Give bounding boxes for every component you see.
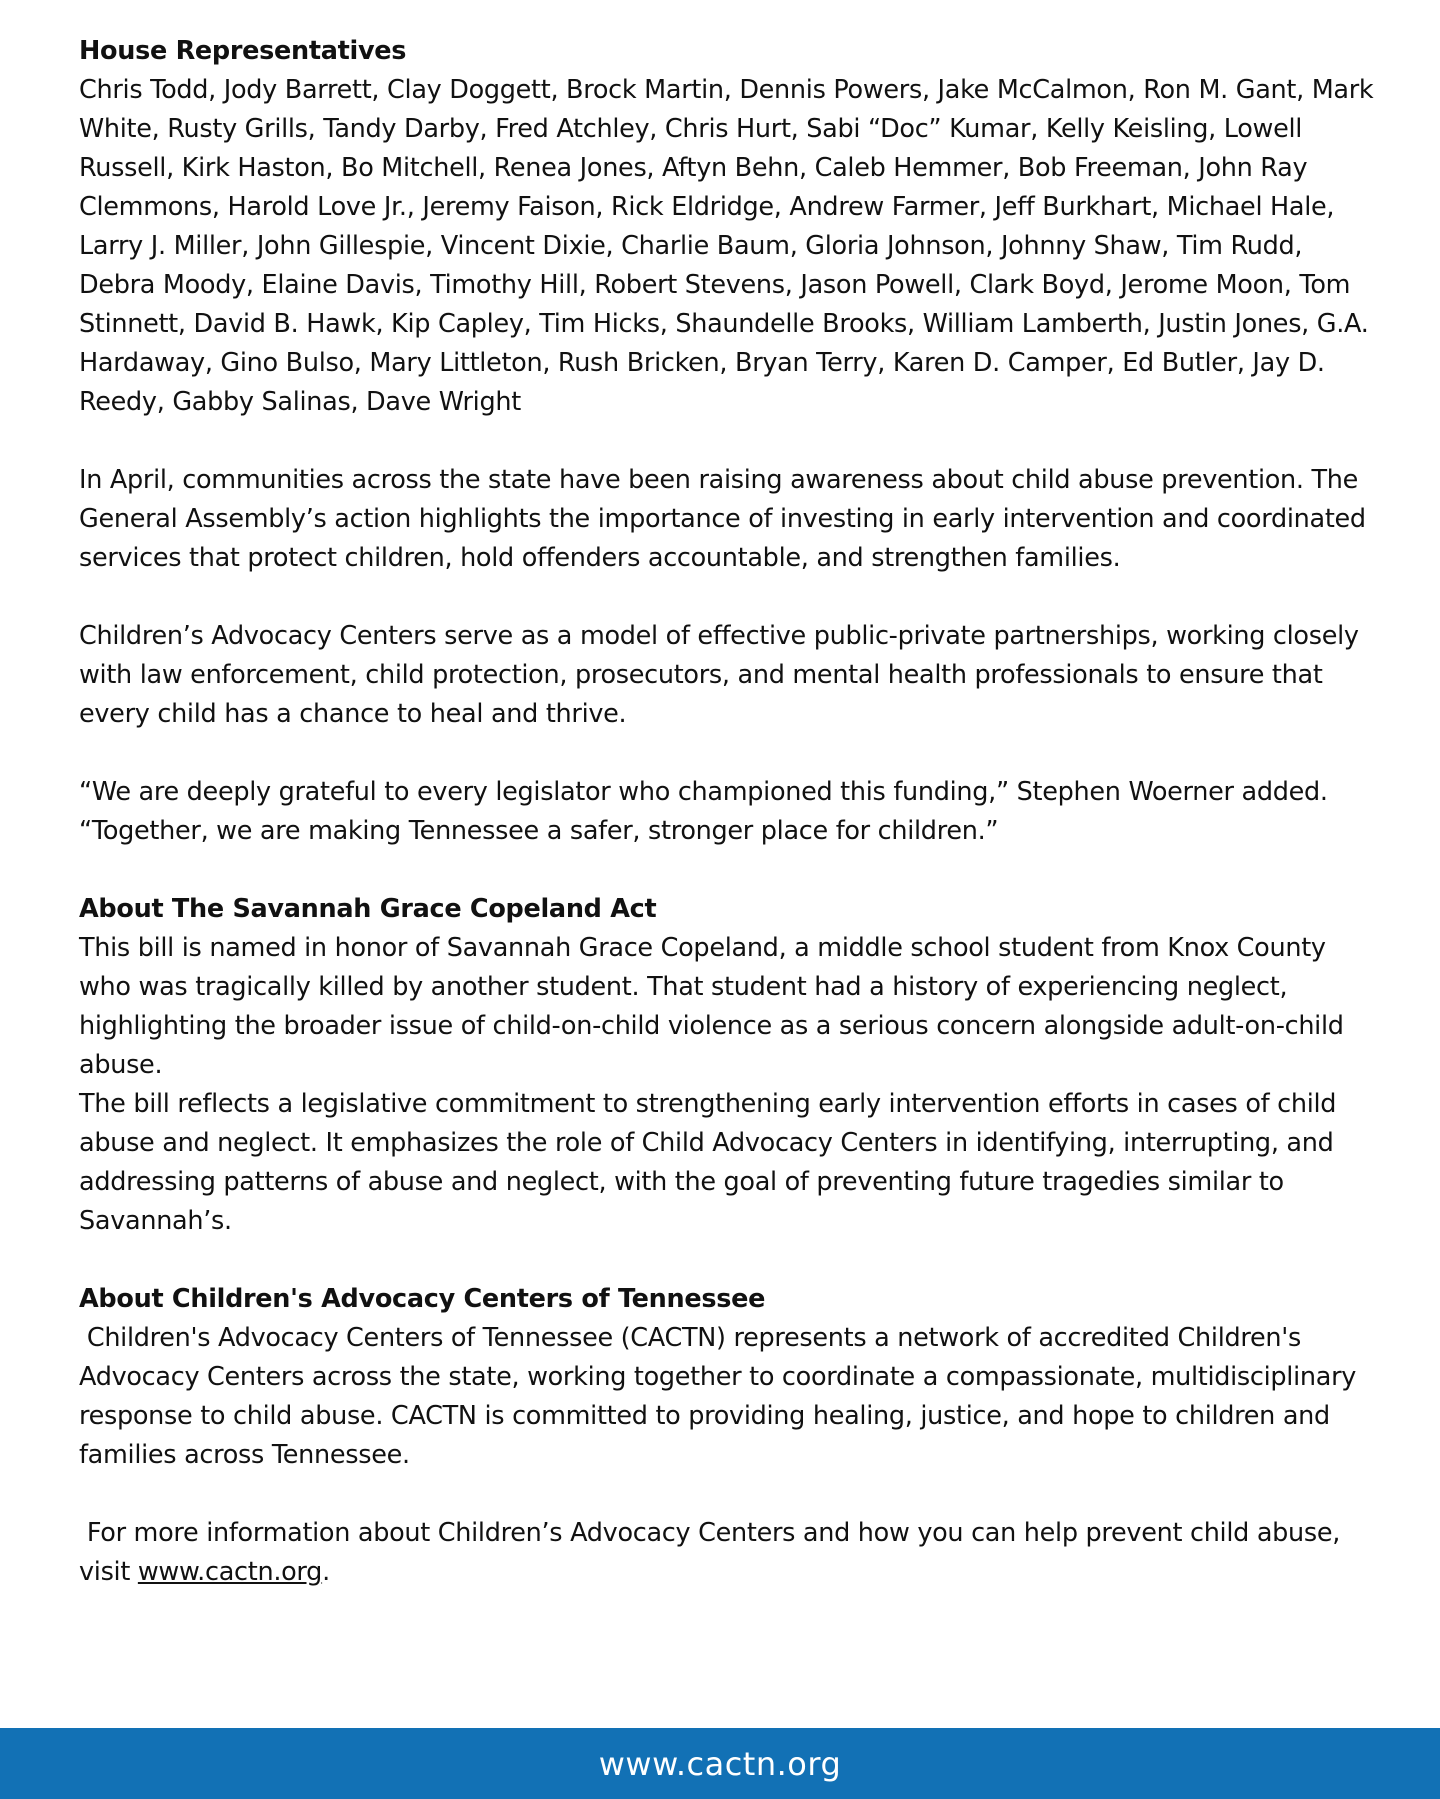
advocacy-centers-paragraph: Children’s Advocacy Centers serve as a model of effective public-private partnerships, working closely with law enforcement, child protection, prosecutors, and mental health professionals to ensure that every child has a chance to heal and thrive. [79, 621, 1359, 729]
spacer [79, 734, 1379, 773]
footer-bar [0, 1728, 1440, 1799]
more-info-paragraph [79, 1514, 1379, 1592]
spacer [79, 422, 1379, 461]
spacer [79, 851, 1379, 890]
document-body [79, 32, 1379, 1592]
house-representatives-heading: House Representatives [79, 36, 407, 66]
spacer [79, 1241, 1379, 1280]
cactn-website-link[interactable]: www.cactn.org [137, 1557, 323, 1587]
cactn-paragraph: Children's Advocacy Centers of Tennessee (CACTN) represents a network of accredited Children's Advocacy Centers across the state, working together to coordinate a compassionate, multidisciplinary response to child abuse. CACTN is committed to providing healing, justice, and hope to children and families across Tennessee. [79, 1323, 1364, 1470]
savannah-act-paragraph-2: The bill reflects a legislative commitment to strengthening early intervention efforts in cases of child abuse and neglect. It emphasizes the role of Child Advocacy Centers in identifying, interrupting, and addressing patterns of abuse and neglect, with the goal of preventing future tragedies similar to Savannah’s. [79, 1089, 1337, 1236]
spacer [79, 578, 1379, 617]
april-paragraph: In April, communities across the state have been raising awareness about child abuse prevention. The General Assembly’s action highlights the importance of investing in early intervention and coordinated services that protect children, hold offenders accountable, and strengthen families. [79, 465, 1366, 573]
savannah-act-heading: About The Savannah Grace Copeland Act [79, 894, 657, 924]
footer-website-url[interactable]: www.cactn.org [598, 1744, 842, 1783]
woerner-quote-paragraph: “We are deeply grateful to every legislator who championed this funding,” Stephen Woerner added. “Together, we are making Tennessee a safer, stronger place for children.” [79, 777, 1328, 846]
cactn-heading: About Children's Advocacy Centers of Tennessee [79, 1284, 766, 1314]
more-info-text: For more information about Children’s Advocacy Centers and how you can help prevent child abuse, visit [79, 1518, 1348, 1587]
spacer [79, 1475, 1379, 1514]
house-representatives-list: Chris Todd, Jody Barrett, Clay Doggett, Brock Martin, Dennis Powers, Jake McCalmon, Ron M. Gant, Mark White, Rusty Grills, Tandy Darby, Fred Atchley, Chris Hurt, Sabi “Doc” Kumar, Kelly Keisling, Lowell Russell, Kirk Haston, Bo Mitchell, Renea Jones, Aftyn Behn, Caleb Hemmer, Bob Freeman, John Ray Clemmons, Harold Love Jr., Jeremy Faison, Rick Eldridge, Andrew Farmer, Jeff Burkhart, Michael Hale, Larry J. Miller, John Gillespie, Vincent Dixie, Charlie Baum, Gloria Johnson, Johnny Shaw, Tim Rudd, Debra Moody, Elaine Davis, Timothy Hill, Robert Stevens, Jason Powell, Clark Boyd, Jerome Moon, Tom Stinnett, David B. Hawk, Kip Capley, Tim Hicks, Shaundelle Brooks, William Lamberth, Justin Jones, G.A. Hardaway, Gino Bulso, Mary Littleton, Rush Bricken, Bryan Terry, Karen D. Camper, Ed Butler, Jay D. Reedy, Gabby Salinas, Dave Wright [79, 75, 1374, 417]
more-info-period: . [322, 1557, 330, 1587]
savannah-act-paragraph-1: This bill is named in honor of Savannah Grace Copeland, a middle school student from Knox County who was tragically killed by another student. That student had a history of experiencing neglect, highlighting the broader issue of child-on-child violence as a serious concern alongside adult-on-child abuse. [79, 933, 1344, 1080]
